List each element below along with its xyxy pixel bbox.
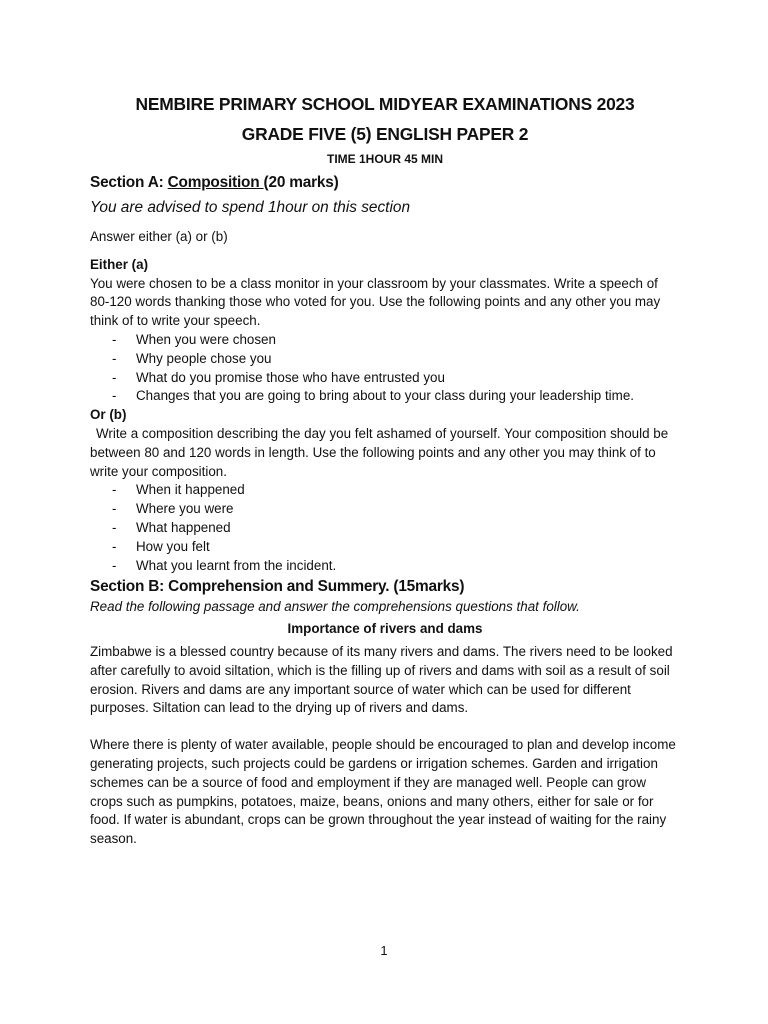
section-a-advice: You are advised to spend 1hour on this section: [90, 199, 411, 216]
list-item: [90, 557, 680, 576]
dash-bullet: -: [112, 369, 117, 385]
dash-bullet: -: [112, 557, 117, 573]
exam-title: NEMBIRE PRIMARY SCHOOL MIDYEAR EXAMINATIONS 2023: [135, 94, 635, 114]
passage-title: Importance of rivers and dams: [287, 621, 483, 637]
passage-paragraph: Where there is plenty of water available, people should be encouraged to plan and develop income generating projects, such projects could be gardens or irrigation schemes. Garden and irrigation schemes can be a source of food and employment if they are managed well. People can grow crops such as pumpkins, potatoes, maize, beans, onions and many others, either for sale or for food. If water is abundant, crops can be grown throughout the year instead of waiting for the rainy season.: [90, 737, 676, 847]
list-item-text: When it happened: [136, 482, 245, 498]
list-item-text: Where you were: [136, 501, 234, 517]
section-a-prefix: Section A:: [90, 174, 168, 191]
list-item: [90, 369, 680, 388]
dash-bullet: -: [112, 538, 117, 554]
list-item: [90, 519, 680, 538]
dash-bullet: -: [112, 519, 117, 535]
section-b-instruction: Read the following passage and answer the comprehensions questions that follow.: [90, 599, 580, 615]
dash-bullet: -: [112, 501, 117, 517]
section-a-composition: Composition: [167, 174, 264, 191]
list-item-text: Changes that you are going to bring about to your class during your leadership time.: [136, 388, 634, 404]
list-item-text: What you learnt from the incident.: [136, 557, 337, 573]
section-a-marks: (20 marks): [263, 174, 339, 191]
list-item: [90, 331, 680, 350]
dash-bullet: -: [112, 482, 117, 498]
option-a-label: Either (a): [90, 256, 149, 272]
list-item-text: What do you promise those who have entrusted you: [136, 369, 445, 385]
list-item: [90, 481, 680, 500]
dash-bullet: -: [112, 388, 117, 404]
list-item-text: When you were chosen: [136, 331, 276, 347]
option-a-text: You were chosen to be a class monitor in your classroom by your classmates. Write a speech of 80-120 words thanking those who voted for you. Use the following points and any other you may think of to write your speech.: [90, 275, 661, 329]
list-item: [90, 500, 680, 519]
dash-bullet: -: [112, 331, 117, 347]
dash-bullet: -: [112, 350, 117, 366]
list-item: [90, 538, 680, 557]
page-number: 1: [380, 943, 388, 958]
option-b-points: [90, 481, 680, 575]
list-item-text: Why people chose you: [136, 350, 272, 366]
list-item: [90, 350, 680, 369]
section-a-heading: [90, 173, 680, 193]
option-b-label: Or (b): [90, 407, 127, 423]
option-b-text: Write a composition describing the day you felt ashamed of yourself. Your composition should be between 80 and 120 words in length. Use the following points and any other you may think of to write your composition.: [90, 425, 669, 479]
list-item-text: How you felt: [136, 538, 210, 554]
exam-time: TIME 1HOUR 45 MIN: [326, 152, 443, 166]
list-item: [90, 387, 680, 406]
passage-paragraph: Zimbabwe is a blessed country because of its many rivers and dams. The rivers need to be looked after carefully to avoid siltation, which is the filling up of rivers and dams with soil as a result of soil erosion. Rivers and dams are any important source of water which can be used for different purposes. Siltation can lead to the drying up of rivers and dams.: [90, 643, 673, 716]
exam-page: [90, 92, 680, 849]
section-b-heading: Section B: Comprehension and Summery. (15marks): [90, 578, 465, 596]
list-item-text: What happened: [136, 519, 231, 535]
exam-subtitle: GRADE FIVE (5) ENGLISH PAPER 2: [241, 124, 529, 144]
section-a-instruction: Answer either (a) or (b): [90, 229, 228, 244]
option-a-points: [90, 331, 680, 406]
